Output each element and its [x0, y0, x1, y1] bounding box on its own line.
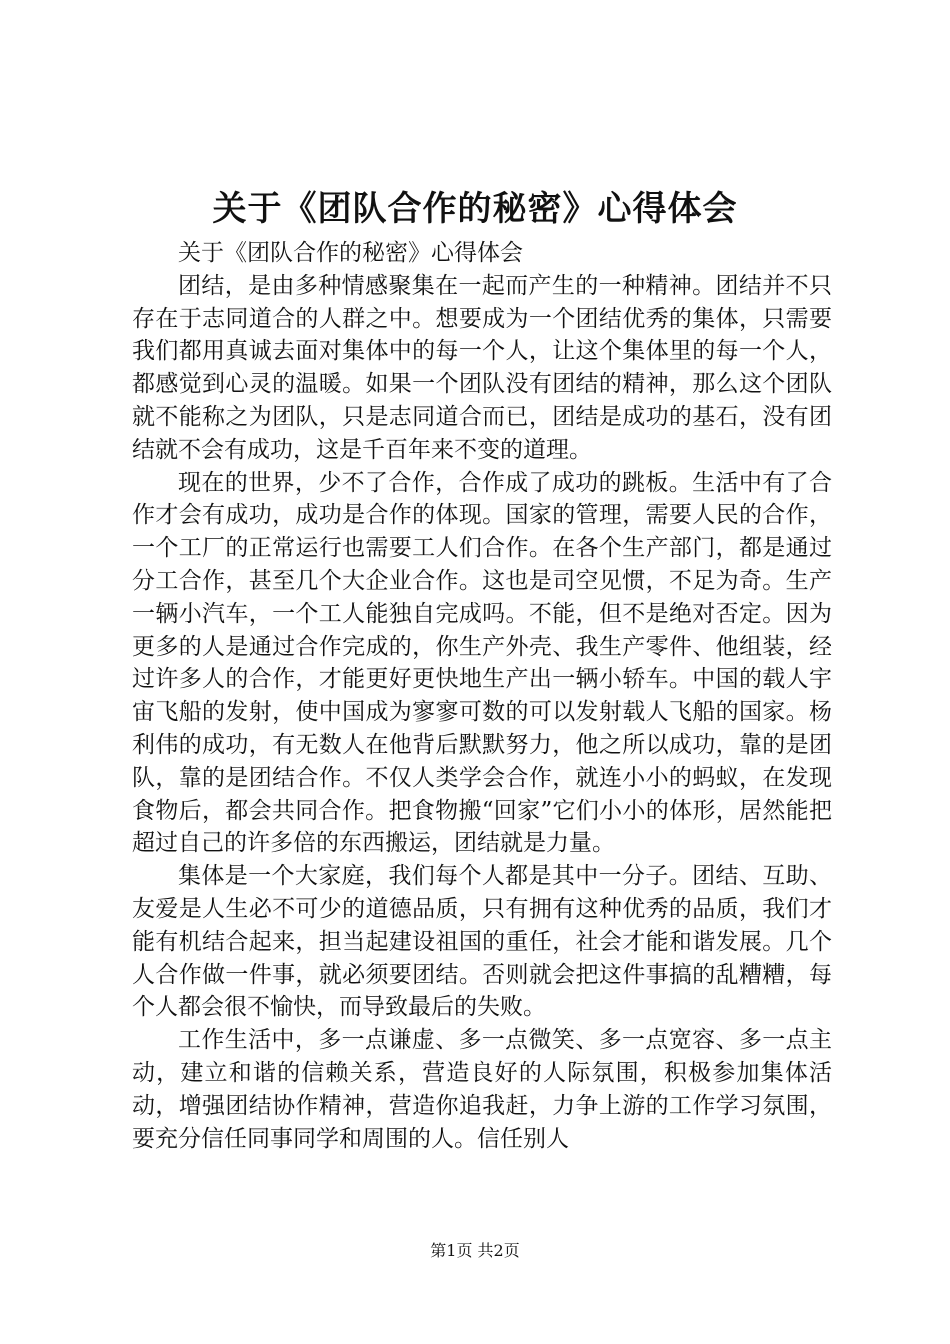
document-title: 关于《团队合作的秘密》心得体会 — [212, 189, 738, 229]
page-number-footer: 第1页 共2页 — [430, 1241, 520, 1260]
document-subtitle: 关于《团队合作的秘密》心得体会 — [178, 240, 523, 266]
paragraph: 集体是一个大家庭，我们每个人都是其中一分子。团结、互助、友爱是人生必不可少的道德品质，只有拥有这种优秀的品质，我们才能有机结合起来，担当起建设祖国的重任，社会才能和谐发展。几个人合作做一件事，就必须要团结。否则就会把这件事搞的乱糟糟，每个人都会很不愉快，而导致最后的失败。 — [132, 863, 832, 1021]
paragraph: 工作生活中，多一点谦虚、多一点微笑、多一点宽容、多一点主动，建立和谐的信赖关系，营造良好的人际氛围，积极参加集体活动，增强团结协作精神，营造你追我赶，力争上游的工作学习氛围，要充分信任同事同学和周围的人。信任别人 — [132, 1027, 832, 1152]
paragraph: 团结，是由多种情感聚集在一起而产生的一种精神。团结并不只存在于志同道合的人群之中。想要成为一个团结优秀的集体，只需要我们都用真诚去面对集体中的每一个人，让这个集体里的每一个人，都感觉到心灵的温暖。如果一个团队没有团结的精神，那么这个团队就不能称之为团队，只是志同道合而已，团结是成功的基石，没有团结就不会有成功，这是千百年来不变的道理。 — [132, 272, 832, 463]
paragraph: 现在的世界，少不了合作，合作成了成功的跳板。生活中有了合作才会有成功，成功是合作的体现。国家的管理，需要人民的合作，一个工厂的正常运行也需要工人们合作。在各个生产部门，都是通过分工合作，甚至几个大企业合作。这也是司空见惯，不足为奇。生产一辆小汽车，一个工人能独自完成吗。不能，但不是绝对否定。因为更多的人是通过合作完成的，你生产外壳、我生产零件、他组装，经过许多人的合作，才能更好更快地生产出一辆小轿车。中国的载人宇宙飞船的发射，使中国成为寥寥可数的可以发射载人飞船的国家。杨利伟的成功，有无数人在他背后默默努力，他之所以成功，靠的是团队，靠的是团结合作。不仅人类学会合作，就连小小的蚂蚁，在发现食物后，都会共同合作。把食物搬“回家”它们小小的体形，居然能把超过自己的许多倍的东西搬运，团结就是力量。 — [132, 469, 832, 857]
document-body — [132, 237, 832, 1155]
